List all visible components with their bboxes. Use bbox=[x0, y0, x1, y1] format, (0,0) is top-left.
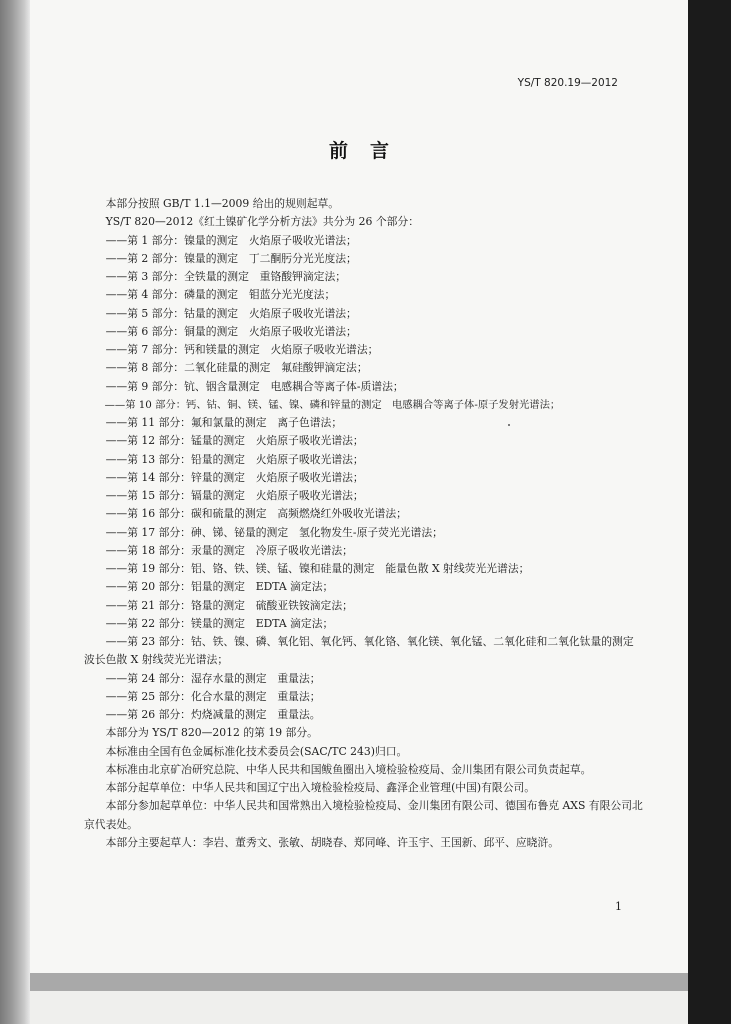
part-list-item: ——第 26 部分：灼烧减量的测定 重量法。 bbox=[105, 708, 321, 721]
part-list-item: ——第 17 部分：砷、锑、铋量的测定 氢化物发生-原子荧光光谱法； bbox=[105, 525, 443, 539]
intro-paragraph: YS/T 820—2012《红土镍矿化学分析方法》共分为 26 个部分： bbox=[105, 215, 420, 229]
part-list-item: ——第 4 部分：磷量的测定 钼蓝分光光度法； bbox=[105, 288, 336, 302]
part-list-item: ——第 11 部分：氟和氯量的测定 离子色谱法； bbox=[105, 416, 343, 429]
part-list-item: ——第 18 部分：汞量的测定 冷原子吸收光谱法； bbox=[105, 543, 353, 557]
part-list-item: ——第 5 部分：钴量的测定 火焰原子吸收光谱法； bbox=[105, 306, 357, 320]
document-page bbox=[30, 0, 688, 973]
page-title: 前言 bbox=[328, 140, 411, 162]
part-list-item: ——第 19 部分：铝、铬、铁、镁、锰、镍和硅量的测定 能量色散 X 射线荧光光谱法； bbox=[105, 562, 530, 575]
part-list-item: ——第 8 部分：二氧化硅量的测定 氟硅酸钾滴定法； bbox=[105, 361, 368, 375]
part-list-item: ——第 12 部分：锰量的测定 火焰原子吸收光谱法； bbox=[105, 434, 364, 448]
closing-paragraph: 本标准由全国有色金属标准化技术委员会(SAC/TC 243)归口。 bbox=[105, 744, 408, 758]
part-list-item: ——第 22 部分：镁量的测定 EDTA 滴定法； bbox=[105, 616, 334, 630]
part-list-item: ——第 25 部分：化合水量的测定 重量法； bbox=[105, 689, 321, 703]
part-list-item: ——第 1 部分：镍量的测定 火焰原子吸收光谱法； bbox=[105, 233, 357, 247]
standard-code: YS/T 820.19—2012 bbox=[517, 77, 618, 89]
part-list-item: ——第 15 部分：镉量的测定 火焰原子吸收光谱法； bbox=[105, 489, 364, 502]
part-list-item: ——第 20 部分：铝量的测定 EDTA 滴定法； bbox=[105, 580, 334, 594]
page-gap bbox=[30, 973, 688, 991]
scan-left-margin bbox=[0, 0, 30, 1024]
part-list-item: ——第 10 部分：钙、钴、铜、镁、锰、镍、磷和锌量的测定 电感耦合等离子体-原子发射光谱法； bbox=[104, 398, 561, 411]
part-list-item: ——第 6 部分：铜量的测定 火焰原子吸收光谱法； bbox=[105, 324, 357, 338]
closing-paragraph: 本标准由北京矿冶研究总院、中华人民共和国鲅鱼圈出入境检验检疫局、金川集团有限公司负责起草。 bbox=[105, 762, 592, 776]
part-list-item: ——第 7 部分：钙和镁量的测定 火焰原子吸收光谱法； bbox=[105, 343, 379, 356]
closing-paragraph: 本部分主要起草人：李岩、董秀文、张敏、胡晓春、郑同峰、许玉宇、王国新、邱平、应晓浒。 bbox=[105, 835, 560, 849]
closing-paragraph: 本部分起草单位：中华人民共和国辽宁出入境检验检疫局、鑫泽企业管理(中国)有限公司。 bbox=[105, 781, 536, 794]
part-list-item: ——第 24 部分：湿存水量的测定 重量法； bbox=[105, 671, 321, 685]
closing-paragraph: 本部分参加起草单位：中华人民共和国常熟出入境检验检疫局、金川集团有限公司、德国布鲁克 AXS 有限公司北京代表处。 bbox=[84, 799, 643, 831]
foreword-body bbox=[84, 195, 644, 852]
part-list-item: ——第 16 部分：碳和硫量的测定 高频燃烧红外吸收光谱法； bbox=[105, 507, 407, 521]
closing-paragraph: 本部分为 YS/T 820—2012 的第 19 部分。 bbox=[105, 726, 318, 740]
part-list-item: ——第 14 部分：锌量的测定 火焰原子吸收光谱法； bbox=[105, 470, 364, 484]
part-list-item: ——第 9 部分：钪、铟含量测定 电感耦合等离子体-质谱法； bbox=[105, 379, 404, 393]
scan-speck bbox=[508, 424, 510, 426]
next-page-edge bbox=[30, 991, 688, 1024]
part-list-item: ——第 23 部分：钴、铁、镍、磷、氧化铝、氧化钙、氧化铬、氧化镁、氧化锰、二氧化硅和二氧化钛量的测定 波长色散 X 射线荧光光谱法； bbox=[84, 635, 645, 667]
part-list-item: ——第 21 部分：铬量的测定 硫酸亚铁铵滴定法； bbox=[105, 598, 353, 612]
page-number: 1 bbox=[615, 900, 622, 913]
part-list-item: ——第 2 部分：镍量的测定 丁二酮肟分光光度法； bbox=[105, 251, 357, 265]
part-list-item: ——第 3 部分：全铁量的测定 重铬酸钾滴定法； bbox=[105, 270, 347, 283]
part-list-item: ——第 13 部分：铅量的测定 火焰原子吸收光谱法； bbox=[105, 452, 364, 466]
intro-paragraph: 本部分按照 GB/T 1.1—2009 给出的规则起草。 bbox=[105, 197, 340, 210]
scan-right-border bbox=[688, 0, 731, 1024]
